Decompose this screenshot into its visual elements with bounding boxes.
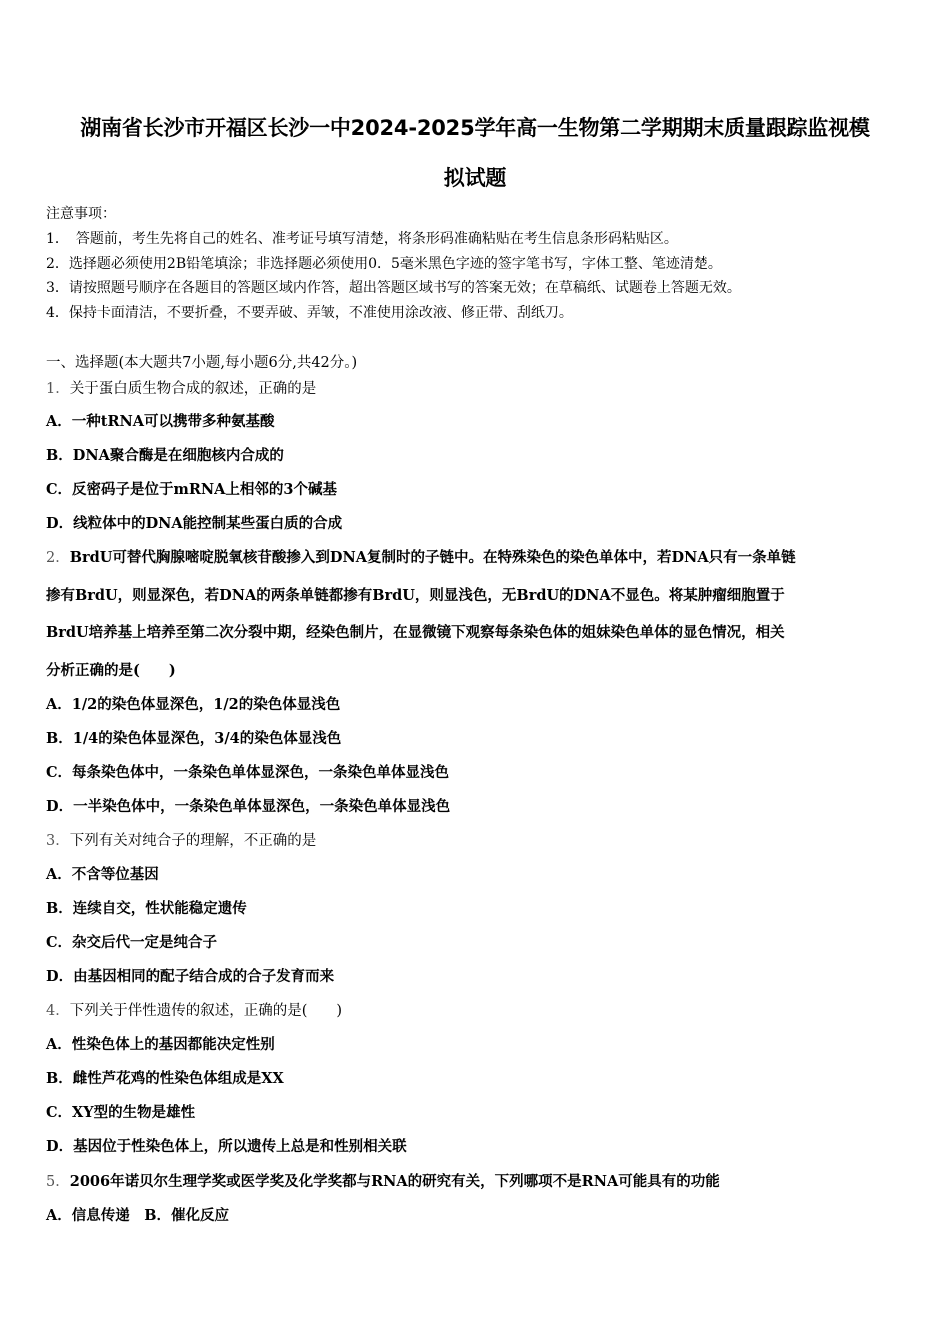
option-a: A．不含等位基因 [46,866,159,883]
option-b: B．连续自交，性状能稳定遗传 [46,900,247,917]
question-2-stem [46,546,796,567]
section-heading: 一、选择题(本大题共7小题,每小题6分,共42分。) [46,355,358,371]
question-number: 2． [46,550,70,566]
question-4-stem [46,999,342,1020]
option-a: A．1/2的染色体显深色，1/2的染色体显浅色 [46,696,341,713]
question-number: 4． [46,1003,70,1019]
question-number: 3． [46,833,70,849]
notice-item: 4．保持卡面清洁，不要折叠，不要弄破、弄皱，不准使用涂改液、修正带、刮纸刀。 [46,305,573,321]
question-text: 掺有BrdU，则显深色，若DNA的两条单链都掺有BrdU，则显浅色，无BrdU的DNA不显色。将某肿瘤细胞置于 [46,587,785,604]
question-text: BrdU培养基上培养至第二次分裂中期，经染色制片，在显微镜下观察每条染色体的姐妹染色单体的显色情况，相关 [46,624,785,641]
notice-item: 1． 答题前，考生先将自己的姓名、准考证号填写清楚，将条形码准确粘贴在考生信息条形码粘贴区。 [46,231,678,247]
option-a: A．性染色体上的基因都能决定性别 [46,1036,275,1053]
notice-item: 2．选择题必须使用2B铅笔填涂；非选择题必须使用0．5毫米黑色字迹的签字笔书写，字体工整、笔迹清楚。 [46,256,722,272]
question-text: BrdU可替代胸腺嘧啶脱氧核苷酸掺入到DNA复制时的子链中。在特殊染色的染色单体中，若DNA只有一条单链 [69,549,796,566]
option-c: C．反密码子是位于mRNA上相邻的3个碱基 [46,481,338,498]
title-line-2: 拟试题 [443,166,507,190]
question-3-stem [46,829,316,850]
option-a: A．一种tRNA可以携带多种氨基酸 [46,413,275,430]
question-text: 2006年诺贝尔生理学奖或医学奖及化学奖都与RNA的研究有关，下列哪项不是RNA可能具有的功能 [69,1173,720,1190]
notice-item: 3．请按照题号顺序在各题目的答题区域内作答，超出答题区域书写的答案无效；在草稿纸、试题卷上答题无效。 [46,280,741,296]
question-text: 下列有关对纯合子的理解，不正确的是 [69,833,317,849]
option-a-b: A．信息传递 B．催化反应 [46,1207,230,1224]
option-b: B．1/4的染色体显深色，3/4的染色体显浅色 [46,730,342,747]
option-d: D．由基因相同的配子结合成的合子发育而来 [46,968,335,985]
question-number: 1． [46,381,70,397]
option-d: D．线粒体中的DNA能控制某些蛋白质的合成 [46,515,343,532]
question-text: 分析正确的是( ) [46,662,176,679]
question-number: 5． [46,1174,70,1190]
question-text: 关于蛋白质生物合成的叙述，正确的是 [69,381,317,397]
title-line-1: 湖南省长沙市开福区长沙一中2024-2025学年高一生物第二学期期末质量跟踪监视模 [80,116,870,140]
question-1-stem [46,377,316,398]
option-b: B．雌性芦花鸡的性染色体组成是XX [46,1070,284,1087]
option-c: C．每条染色体中，一条染色单体显深色，一条染色单体显浅色 [46,764,450,781]
option-d: D．基因位于性染色体上，所以遗传上总是和性别相关联 [46,1138,407,1155]
option-d: D．一半染色体中，一条染色单体显深色，一条染色单体显浅色 [46,798,451,815]
option-c: C．杂交后代一定是纯合子 [46,934,218,951]
option-c: C．XY型的生物是雄性 [46,1104,196,1121]
notice-heading: 注意事项： [46,206,116,222]
option-b: B．DNA聚合酶是在细胞核内合成的 [46,447,284,464]
question-text: 下列关于伴性遗传的叙述，正确的是( ) [69,1003,343,1019]
question-5-stem [46,1170,720,1191]
